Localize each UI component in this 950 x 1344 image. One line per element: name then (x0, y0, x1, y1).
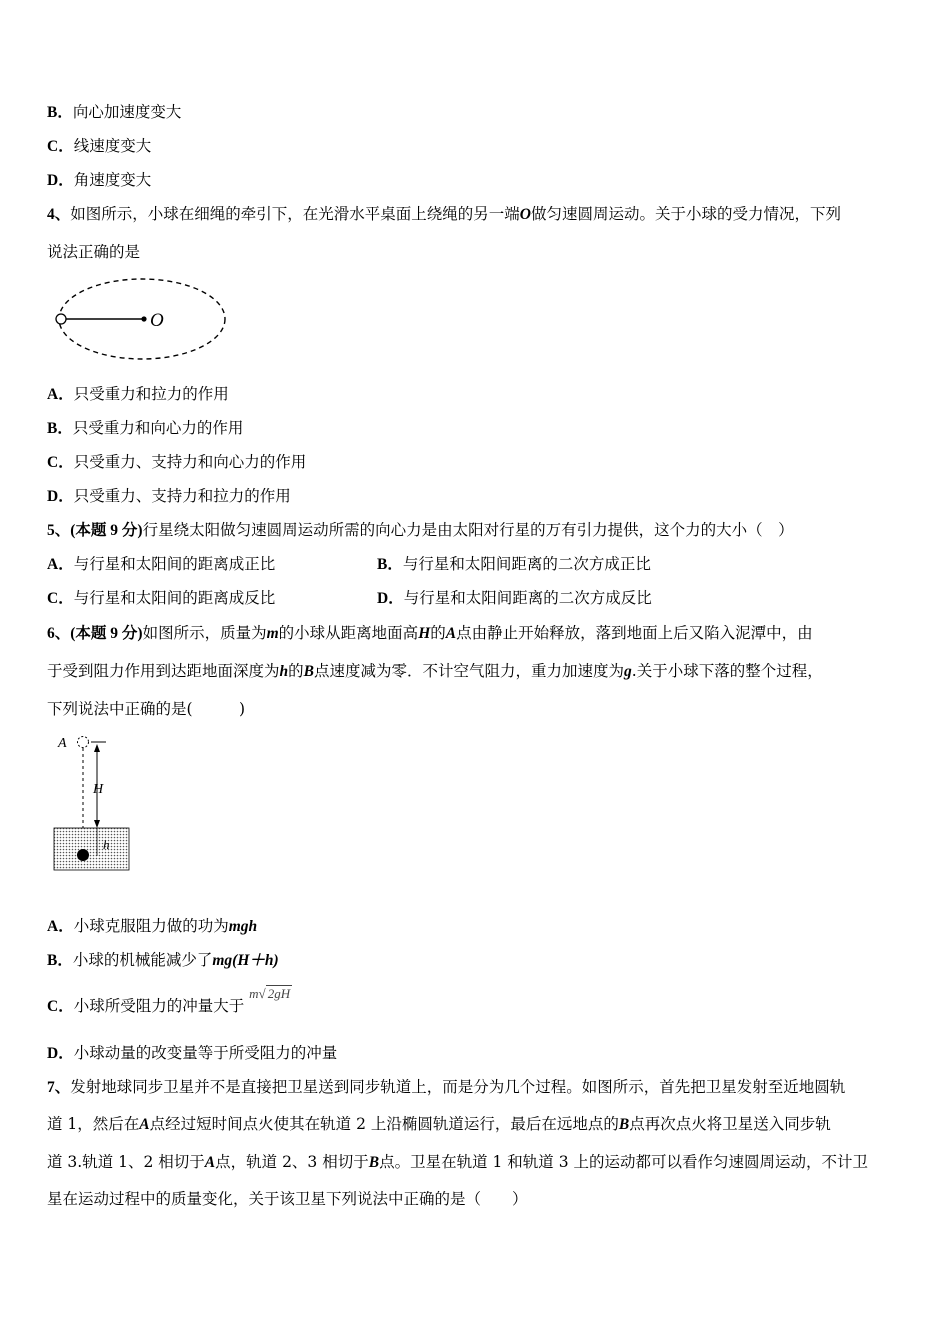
arrow-up-icon (94, 744, 100, 752)
expr-m: m (249, 986, 259, 1001)
q3-option-b (47, 102, 181, 123)
var-g: g (624, 663, 632, 680)
q6-option-d (47, 1043, 337, 1064)
q7-text: 点。卫星在轨道 1 和轨道 3 上的运动都可以看作匀速圆周运动，不计卫 (379, 1153, 868, 1171)
q6-stem-line2 (47, 661, 823, 682)
option-text: 与行星和太阳间距离的二次方成反比 (403, 589, 652, 607)
option-text: 与行星和太阳间距离的二次方成正比 (402, 555, 651, 573)
option-label: A． (47, 556, 74, 573)
option-label: B． (47, 104, 73, 121)
mud-pool (54, 828, 129, 870)
q5-option-a (47, 555, 275, 573)
option-label: B． (377, 556, 403, 573)
q4-option-b (47, 418, 243, 439)
option-text: 小球克服阻力做的功为 (73, 917, 229, 935)
question-number: 5、 (47, 522, 71, 539)
var-B: B (618, 1116, 630, 1133)
option-text: 只受重力和拉力的作用 (73, 385, 229, 403)
option-text: 只受重力、支持力和拉力的作用 (73, 487, 291, 505)
q6-text: 如图所示，质量为 (142, 624, 267, 642)
ball (56, 314, 66, 324)
option-label: D． (377, 590, 404, 607)
question-number: 7、 (47, 1079, 71, 1096)
option-label: C． (47, 138, 74, 155)
q7-text: 道 3.轨道 1、2 相切于 (47, 1153, 205, 1171)
var-B: B (303, 663, 314, 680)
label-a: A (58, 736, 67, 751)
option-text: 与行星和太阳间的距离成正比 (73, 555, 276, 573)
q4-stem-text-2: 做匀速圆周运动。关于小球的受力情况，下列 (530, 205, 841, 223)
q7-text: 发射地球同步卫星并不是直接把卫星送到同步轨道上，而是分为几个过程。如图所示，首先把卫星发射至近地圆轨 (70, 1078, 846, 1096)
q7-stem-line3 (47, 1152, 868, 1173)
option-expr: mg(H＋h) (212, 952, 279, 969)
center-point (141, 316, 146, 321)
option-label: A． (47, 918, 74, 935)
option-text: 只受重力和向心力的作用 (72, 419, 244, 437)
q6-text: 于受到阻力作用到达距地面深度为 (47, 662, 280, 680)
score-note: (本题 9 分) (70, 625, 143, 642)
var-h: h (279, 663, 289, 680)
sqrt-icon: √ (258, 986, 266, 1001)
q3-option-d (47, 170, 151, 191)
option-text: 线速度变大 (73, 137, 152, 155)
question-number: 4、 (47, 206, 71, 223)
q6-stem-line3: 下列说法中正确的是( ) (47, 700, 246, 718)
var-m: m (266, 625, 279, 642)
q6-stem-line1 (47, 623, 813, 644)
option-text: 向心加速度变大 (72, 103, 182, 121)
var-o: O (519, 206, 531, 223)
q4-option-c (47, 452, 306, 473)
ball-end (77, 849, 89, 861)
label-H: H (93, 782, 104, 797)
q7-stem-line4: 星在运动过程中的质量变化，关于该卫星下列说法中正确的是（ ） (47, 1190, 528, 1208)
q5-option-d (377, 588, 652, 609)
q6-option-a (47, 916, 257, 937)
q5-option-c (47, 589, 275, 607)
q4-stem-line2: 说法正确的是 (47, 243, 141, 261)
option-text: 小球所受阻力的冲量大于 (73, 997, 245, 1015)
option-label: C． (47, 590, 74, 607)
option-label: B． (47, 420, 73, 437)
q7-stem-line2 (47, 1114, 831, 1135)
q6-text: 的 (288, 662, 304, 680)
option-label: D． (47, 172, 74, 189)
option-label: D． (47, 1045, 74, 1062)
question-number: 6、 (47, 625, 71, 642)
q5-stem-text: 行星绕太阳做匀速圆周运动所需的向心力是由太阳对行星的万有引力提供，这个力的大小（ ） (142, 521, 794, 539)
q5-options-row1 (47, 554, 907, 575)
q6-falling-ball-figure (50, 728, 134, 876)
q3-option-c (47, 136, 151, 157)
q6-text: .关于小球下落的整个过程， (631, 662, 823, 680)
q6-option-b (47, 950, 279, 971)
option-text: 与行星和太阳间的距离成反比 (73, 589, 276, 607)
option-expr-sqrt (249, 986, 292, 1001)
q4-circular-motion-figure (50, 276, 230, 364)
option-label: B． (47, 952, 73, 969)
label-h: h (103, 837, 110, 852)
q7-stem-line1 (47, 1077, 845, 1098)
q6-text: 点速度减为零．不计空气阻力，重力加速度为 (314, 662, 625, 680)
ball-start (78, 737, 89, 748)
q4-option-d (47, 486, 291, 507)
var-B: B (368, 1154, 380, 1171)
q7-text: 道 1，然后在 (47, 1115, 140, 1133)
q7-text: 点，轨道 2、3 相切于 (215, 1153, 369, 1171)
option-label: A． (47, 386, 74, 403)
q5-stem (47, 520, 794, 541)
q4-option-a (47, 384, 229, 405)
q6-text: 的小球从距离地面高 (278, 624, 419, 642)
q6-text: 点由静止开始释放，落到地面上后又陷入泥潭中，由 (456, 624, 813, 642)
q5-options-row2 (47, 588, 907, 609)
option-label: C． (47, 454, 74, 471)
q7-text: 点再次点火将卫星送入同步轨 (629, 1115, 831, 1133)
q7-text: 点经过短时间点火使其在轨道 2 上沿椭圆轨道运行，最后在远地点的 (149, 1115, 619, 1133)
option-text: 小球的机械能减少了 (72, 951, 213, 969)
q6-text: 的 (430, 624, 446, 642)
var-A: A (204, 1154, 216, 1171)
option-text: 角速度变大 (73, 171, 152, 189)
option-text: 只受重力、支持力和向心力的作用 (73, 453, 307, 471)
option-label: D． (47, 488, 74, 505)
option-text: 小球动量的改变量等于所受阻力的冲量 (73, 1044, 338, 1062)
center-label: O (150, 310, 164, 331)
q4-stem-text: 如图所示，小球在细绳的牵引下，在光滑水平桌面上绕绳的另一端 (70, 205, 520, 223)
q4-stem-line1 (47, 204, 841, 225)
q6-option-c (47, 986, 292, 1017)
expr-radicand: 2gH (267, 986, 291, 1001)
option-label: C． (47, 998, 74, 1015)
arrow-down-icon (94, 820, 100, 828)
var-A: A (445, 625, 457, 642)
var-A: A (139, 1116, 150, 1133)
q5-option-b (377, 554, 651, 575)
score-note: (本题 9 分) (70, 522, 143, 539)
var-H: H (418, 625, 431, 642)
option-expr: mgh (228, 918, 258, 935)
